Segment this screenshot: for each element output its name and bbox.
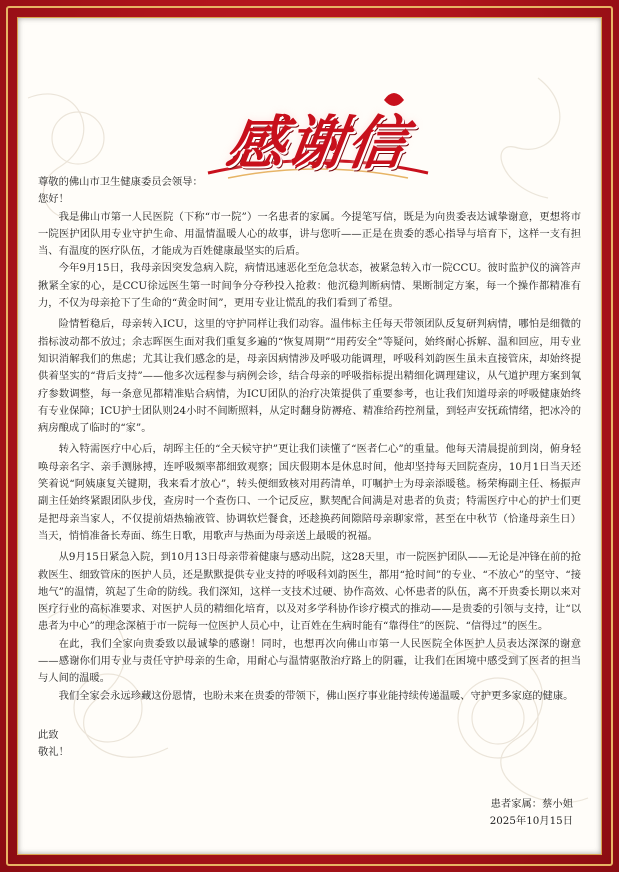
- paragraph-1: 我是佛山市第一人民医院（下称“市一院”）一名患者的家属。今提笔写信，既是为向贵委表达诚挚谢意，更想将市一院医护团队用专业守护生命、用温情温暖人心的故事，讲与您听——正是在贵委的悉心指导与培育下，这样一支有担当、有温度的医疗队伍，才能成为百姓健康最坚实的后盾。: [38, 210, 581, 258]
- signature: 患者家属：蔡小姐: [490, 798, 573, 810]
- paragraph-4: 转入特需医疗中心后，胡晖主任的“全天候守护”更让我们读懂了“医者仁心”的重量。他每天清晨提前到岗，俯身轻唤母亲名字、亲手测脉搏，连呼吸频率都细致观察；国庆假期本是休息时间，他却坚持每天回院查房，10月1日当天还笑着说“阿姨康复关键期，我来看才放心”，转头便细致核对用药清单，叮嘱护士为母亲添暖毯。杨荣梅副主任、杨振声副主任始终紧跟团队步伐，查房时一个查伤口、一个记反应，默契配合间满是对患者的负责；特需医疗中心的护士们更是把母亲当家人，不仅提前焐热输液管、协调软烂餐食，还趁换药间隙陪母亲聊家常，甚至在中秋节（恰逢母亲生日）当天，悄悄准备长寿面、练生日歌，用歌声与热面为母亲送上最暖的祝福。: [38, 443, 581, 542]
- greeting: 您好！: [38, 193, 69, 206]
- paragraph-5: 从9月15日紧急入院，到10月13日母亲带着健康与感动出院，这28天里，市一院医护团队——无论是冲锋在前的抢救医生、细致管床的医护人员，还是默默提供专业支持的呼吸科刘韵医生，都用“抢时间”的专业、“不放心”的坚守、“接地气”的温情，筑起了生命的防线。我们深知，这样一支技术过硬、协作高效、心怀患者的队伍，离不开贵委长期以来对医疗行业的高标准要求、对医护人员的精细化培育，以及对多学科协作诊疗模式的推动——是贵委的引领与支持，让“以患者为中心”的理念深植于市一院每一位医护人员心中，让百姓在生病时能有“靠得住”的医院、“信得过”的医生。: [38, 551, 581, 633]
- salutation: 尊敬的佛山市卫生健康委员会领导：: [38, 176, 203, 188]
- paragraph-2: 今年9月15日，我母亲因突发急病入院，病情迅速恶化至危急状态，被紧急转入市一院CCU。彼时监护仪的滴答声揪紧全家的心，是CCU徐远医生第一时间争分夺秒投入抢救：他沉稳判断病情、果断制定方案，每一个操作都精准有力，不仅为母亲抢下了生命的“黄金时间”，更用专业让慌乱的我们看到了希望。: [38, 262, 581, 310]
- title-banner: [188, 78, 448, 188]
- closing-line-2: 敬礼！: [38, 746, 69, 759]
- paragraph-6: 在此，我们全家向贵委致以最诚挚的感谢！同时，也想再次向佛山市第一人民医院全体医护人员表达深深的谢意——感谢你们用专业与责任守护母亲的生命，用耐心与温情驱散治疗路上的阴霾，让我们在困境中感受到了医者的担当与人间的温暖。: [38, 637, 581, 685]
- paragraph-7: 我们全家会永远珍藏这份恩情，也盼未来在贵委的带领下，佛山医疗事业能持续传递温暖、守护更多家庭的健康。: [58, 689, 574, 702]
- closing-block: [38, 727, 581, 762]
- letter-body: [38, 174, 581, 762]
- letter-paper: [18, 18, 601, 854]
- letter-date: 2025年10月15日: [489, 815, 573, 828]
- signature-block: [373, 796, 573, 831]
- letter-title: 感谢信: [222, 109, 413, 177]
- closing-line-1: 此致: [38, 728, 59, 741]
- paragraph-3: 险情暂稳后，母亲转入ICU，这里的守护同样让我们动容。温伟标主任每天带领团队反复研判病情，哪怕是细微的指标波动都不放过；余志晖医生面对我们重复多遍的“恢复周期”“用药安全”等疑问，始终耐心拆解、温和回应，用专业知识消解我们的焦虑；尤其让我们感念的是，母亲因病情涉及呼吸功能调理，呼吸科刘韵医生虽未直接管床，却始终提供着坚实的“背后支持”——他多次远程参与病例会诊，结合母亲的呼吸指标提出精细化调理建议，从气道护理方案到氧疗参数调整，每一条意见都精准贴合病情，为ICU团队的治疗决策提供了重要参考，也让我们知道母亲的呼吸健康始终有专业保障；ICU护士团队则24小时不间断照料，从定时翻身防褥疮、精准给药控剂量，到轻声安抚疏情绪，把冰冷的病房酿成了临时的“家”。: [38, 318, 581, 435]
